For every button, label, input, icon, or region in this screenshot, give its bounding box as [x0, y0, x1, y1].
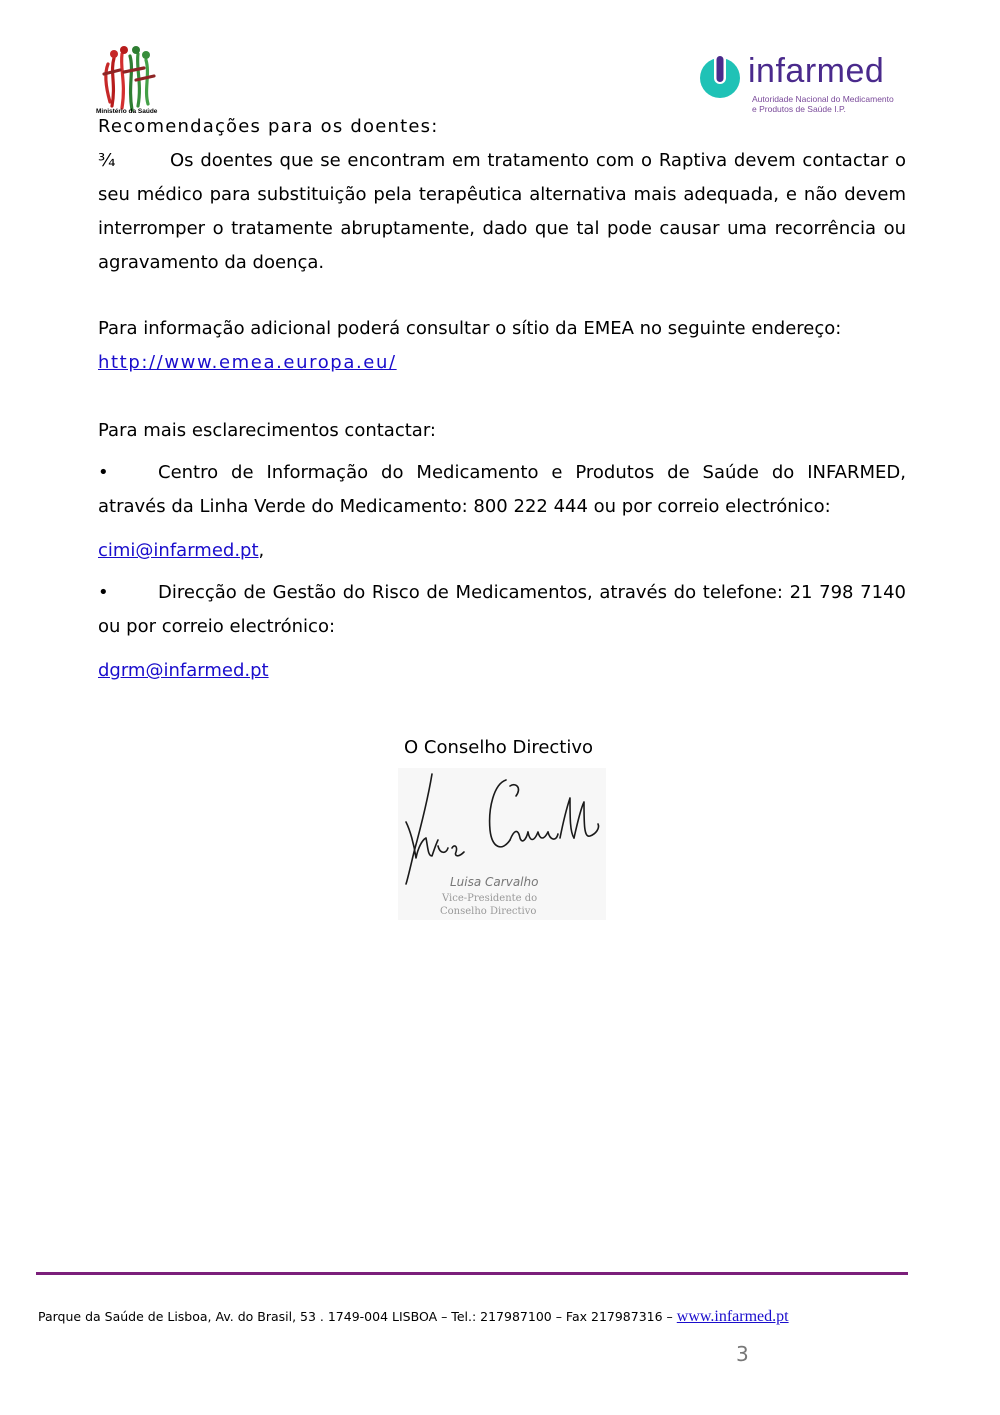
infarmed-logo-icon	[698, 52, 744, 100]
signoff: O Conselho Directivo	[404, 737, 594, 758]
email-1-suffix: ,	[258, 540, 265, 561]
contact-bullet-2	[98, 576, 906, 644]
infarmed-subtitle-line-2: e Produtos de Saúde I.P.	[752, 104, 846, 114]
contact-heading: Para mais esclarecimentos contactar:	[98, 420, 436, 441]
stamp-title-2: Conselho Directivo	[440, 906, 537, 917]
contact-bullet-1	[98, 456, 906, 524]
cimi-email-link[interactable]: cimi@infarmed.pt	[98, 540, 259, 561]
ministry-caption: Ministério da Saúde	[96, 108, 158, 115]
email-1-line	[98, 534, 264, 568]
infarmed-subtitle	[752, 94, 894, 114]
emea-link-line	[98, 346, 397, 380]
footer-address-text: Parque da Saúde de Lisboa, Av. do Brasil, 53 . 1749-004 LISBOA – Tel.: 217987100 – Fax 217987316 –	[38, 1309, 677, 1324]
infarmed-subtitle-line-1: Autoridade Nacional do Medicamento	[752, 94, 894, 104]
footer-website-link[interactable]: www.infarmed.pt	[676, 1308, 789, 1325]
dgrm-email-link[interactable]: dgrm@infarmed.pt	[98, 660, 269, 681]
bullet-dot-2: •	[98, 582, 109, 603]
recommendation-text: Os doentes que se encontram em tratamento com o Raptiva devem contactar o seu médico para substituição pela terapêutica alternativa mais adequada, e não devem interromper o tratamente abruptamente, dado que tal pode causar uma recorrência ou agravamento da doença.	[98, 150, 906, 273]
recommendation-marker: ¾	[98, 150, 116, 171]
signature-stamp	[398, 768, 606, 920]
bullet-dot-1: •	[98, 462, 109, 483]
emea-link[interactable]: http://www.emea.europa.eu/	[98, 352, 397, 373]
contact-bullet-1-text: Centro de Informação do Medicamento e Produtos de Saúde do INFARMED, através da Linha Verde do Medicamento: 800 222 444 ou por correio electrónico:	[98, 462, 906, 517]
recommendation-paragraph	[98, 144, 906, 280]
handwritten-signature	[398, 768, 606, 920]
footer-address	[38, 1308, 789, 1326]
section-heading: Recomendações para os doentes:	[98, 116, 439, 137]
stamp-title-1: Vice-Presidente do	[442, 893, 538, 904]
ministerio-saude-logo	[100, 44, 162, 118]
contact-bullet-2-text: Direcção de Gestão do Risco de Medicamentos, através do telefone: 21 798 7140 ou por correio electrónico:	[98, 582, 906, 637]
stamp-name: Luisa Carvalho	[450, 875, 539, 889]
page-number: 3	[736, 1342, 749, 1366]
infarmed-logo-text: infarmed	[748, 52, 885, 90]
footer-rule	[36, 1272, 908, 1275]
info-paragraph: Para informação adicional poderá consultar o sítio da EMEA no seguinte endereço:	[98, 318, 842, 339]
email-2-line	[98, 654, 269, 688]
